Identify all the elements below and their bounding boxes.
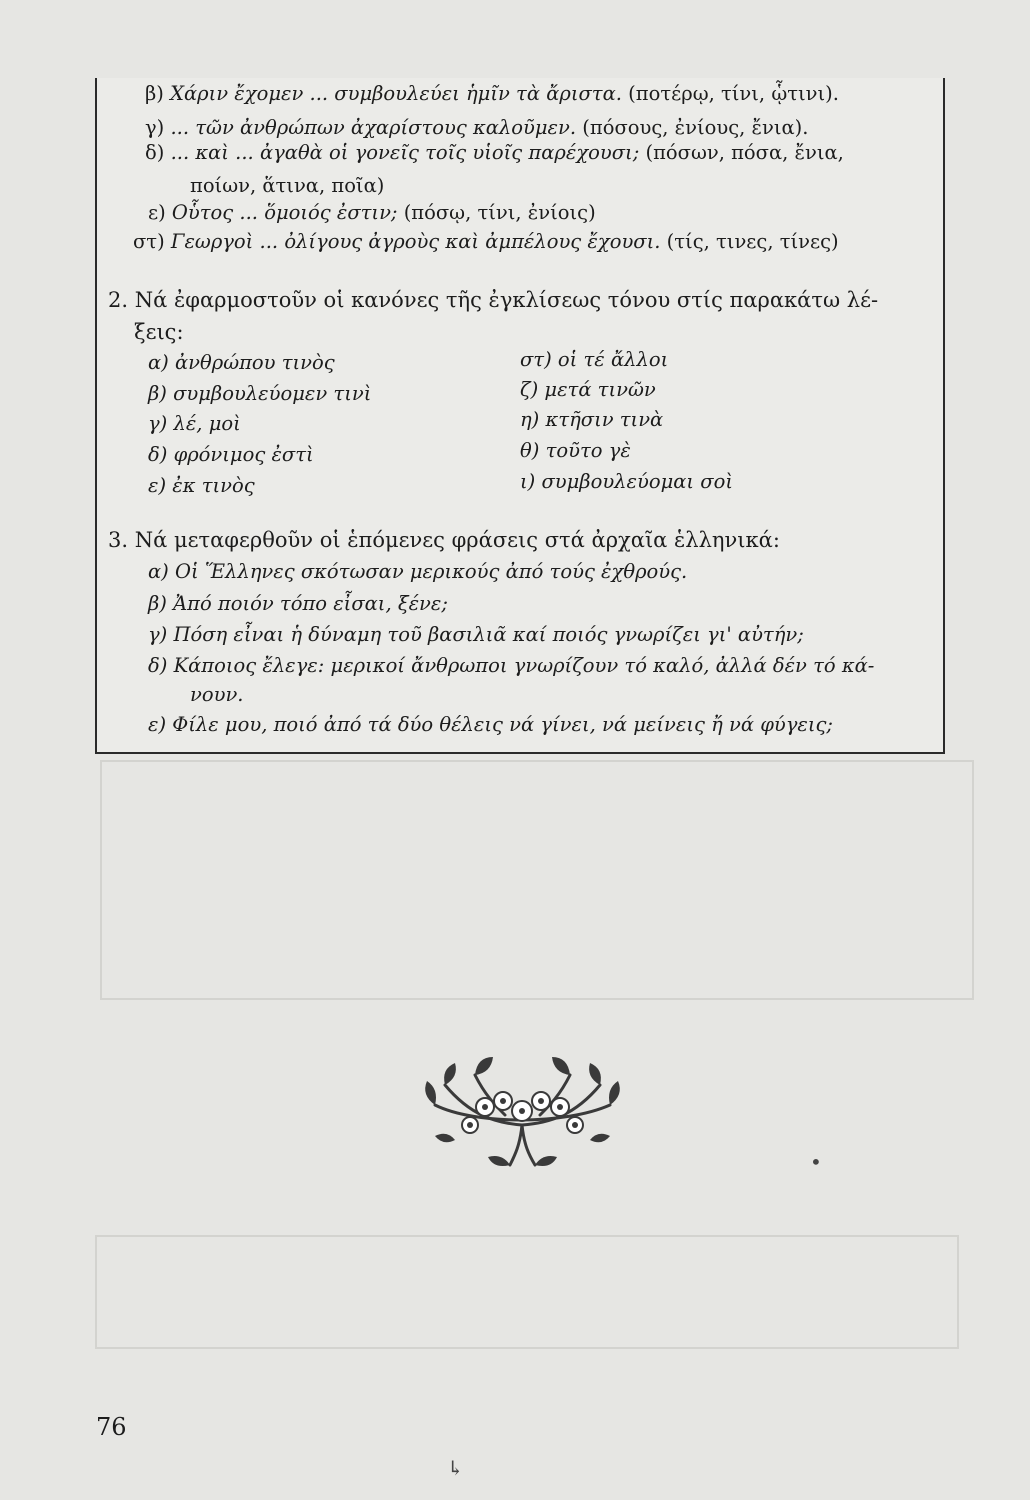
ex2-right-item: [520, 350, 668, 370]
ex2-left-text: ἐκ τινὸς: [172, 474, 255, 497]
ex1-delta-continuation: ποίων, ἅτινα, ποῖα): [190, 174, 385, 197]
ex1-epsilon-options: (πόσῳ, τίνι, ἐνίοις): [403, 201, 596, 224]
ex3-item: [148, 625, 804, 645]
ex2-instruction: [108, 290, 878, 311]
ex2-left-item: [148, 353, 335, 373]
ex1-epsilon-marker: ε): [148, 201, 166, 224]
ex2-right-item: [520, 441, 631, 461]
ex3-marker: β): [148, 592, 167, 615]
ex1-item-beta: [145, 84, 839, 104]
ex2-right-marker: θ): [520, 439, 540, 462]
ex2-right-item: [520, 380, 656, 400]
ex1-item-stigma: [133, 232, 839, 252]
ex2-left-marker: β): [148, 382, 167, 405]
ex2-right-item: [520, 410, 663, 430]
page-number: 76: [96, 1413, 127, 1441]
ex1-item-epsilon: [148, 203, 596, 223]
ex3-text: Φίλε μου, ποιό ἀπό τά δύο θέλεις νά γίνει, νά μείνεις ἤ νά φύγεις;: [172, 713, 833, 736]
ex3-text: Ἀπό ποιόν τόπο εἶσαι, ξένε;: [173, 592, 448, 615]
ex3-marker: ε): [148, 713, 167, 736]
ex1-beta-marker: β): [145, 82, 164, 105]
ex3-text: Κάποιος ἔλεγε: μερικοί ἄνθρωποι γνωρίζουν τό καλό, ἀλλά δέν τό κά-: [173, 654, 875, 677]
ex3-number: 3.: [108, 528, 129, 552]
ex2-left-item: [148, 445, 314, 465]
ex1-delta-options: (πόσων, πόσα, ἔνια,: [645, 141, 844, 164]
ex3-marker: γ): [148, 623, 168, 646]
ex2-number: 2.: [108, 288, 129, 312]
ex1-epsilon-text: Οὗτος ... ὅμοιός ἐστιν;: [171, 201, 398, 224]
ex2-right-marker: στ): [520, 348, 552, 371]
ex3-marker: α): [148, 560, 169, 583]
ex2-left-marker: α): [148, 351, 169, 374]
ex1-item-delta: [145, 143, 844, 163]
ex3-item: [148, 562, 687, 582]
ex3-item: [148, 594, 448, 614]
ex2-right-marker: ζ): [520, 378, 539, 401]
ex1-stigma-text: Γεωργοὶ ... ὀλίγους ἀγροὺς καὶ ἀμπέλους ἔχουσι.: [170, 230, 661, 253]
ex2-right-text: τοῦτο γὲ: [545, 439, 631, 462]
ex2-instruction-continuation: ξεις:: [134, 320, 184, 344]
ex3-instruction-text: Νά μεταφερθοῦν οἱ ἑπόμενες φράσεις στά ἀρχαῖα ἑλληνικά:: [134, 528, 780, 552]
ex2-left-text: ἀνθρώπου τινὸς: [174, 351, 335, 374]
ex2-left-marker: ε): [148, 474, 167, 497]
ex1-gamma-options: (πόσους, ἐνίους, ἔνια).: [582, 116, 809, 139]
ex1-stigma-marker: στ): [133, 230, 165, 253]
ex2-left-text: συμβουλεύομεν τινὶ: [173, 382, 372, 405]
ex1-item-gamma: [145, 118, 808, 138]
ex1-beta-text: Χάριν ἔχομεν ... συμβουλεύει ἡμῖν τὰ ἄριστα.: [170, 82, 622, 105]
ex2-left-marker: δ): [148, 443, 168, 466]
ex2-right-text: μετά τινῶν: [544, 378, 656, 401]
ex3-item-continuation: νουν.: [190, 683, 244, 706]
ex2-left-item: [148, 476, 255, 496]
ex3-text: Οἱ Ἕλληνες σκότωσαν μερικούς ἀπό τούς ἐχθρούς.: [174, 560, 688, 583]
ex2-left-text: λέ, μοὶ: [173, 412, 241, 435]
floral-ornament-icon: [415, 1045, 630, 1175]
stray-mark-icon: •: [810, 1150, 822, 1174]
ex1-gamma-marker: γ): [145, 116, 165, 139]
ex1-delta-marker: δ): [145, 141, 165, 164]
ex1-beta-options: (ποτέρῳ, τίνι, ᾧτινι).: [628, 82, 839, 105]
ex1-delta-text: ... καὶ ... ἀγαθὰ οἱ γονεῖς τοῖς υἱοῖς παρέχουσι;: [170, 141, 640, 164]
ex3-marker: δ): [148, 654, 168, 677]
ex3-item: [148, 656, 874, 676]
ex1-stigma-options: (τίς, τινες, τίνες): [666, 230, 839, 253]
ex2-right-marker: ι): [520, 470, 536, 493]
bleed-through-box: [100, 760, 974, 1000]
ex3-instruction: [108, 530, 780, 551]
stray-mark-icon: ↳: [447, 1456, 464, 1480]
ex2-left-item: [148, 414, 241, 434]
ex2-instruction-text: Νά ἐφαρμοστοῦν οἱ κανόνες τῆς ἐγκλίσεως τόνου στίς παρακάτω λέ-: [134, 288, 879, 312]
ex2-right-text: κτῆσιν τινὰ: [545, 408, 664, 431]
ex3-item: [148, 715, 833, 735]
ex2-right-text: οἱ τέ ἄλλοι: [557, 348, 669, 371]
ex2-left-text: φρόνιμος ἐστὶ: [173, 443, 314, 466]
bleed-through-box-lower: [95, 1235, 959, 1349]
ex1-gamma-text: ... τῶν ἀνθρώπων ἀχαρίστους καλοῦμεν.: [170, 116, 577, 139]
ex2-right-marker: η): [520, 408, 540, 431]
ex2-left-item: [148, 384, 371, 404]
ex2-right-text: συμβουλεύομαι σοὶ: [541, 470, 733, 493]
ex3-text: Πόση εἶναι ἡ δύναμη τοῦ βασιλιᾶ καί ποιός γνωρίζει γι' αὐτήν;: [173, 623, 804, 646]
ex2-right-item: [520, 472, 733, 492]
ex2-left-marker: γ): [148, 412, 168, 435]
